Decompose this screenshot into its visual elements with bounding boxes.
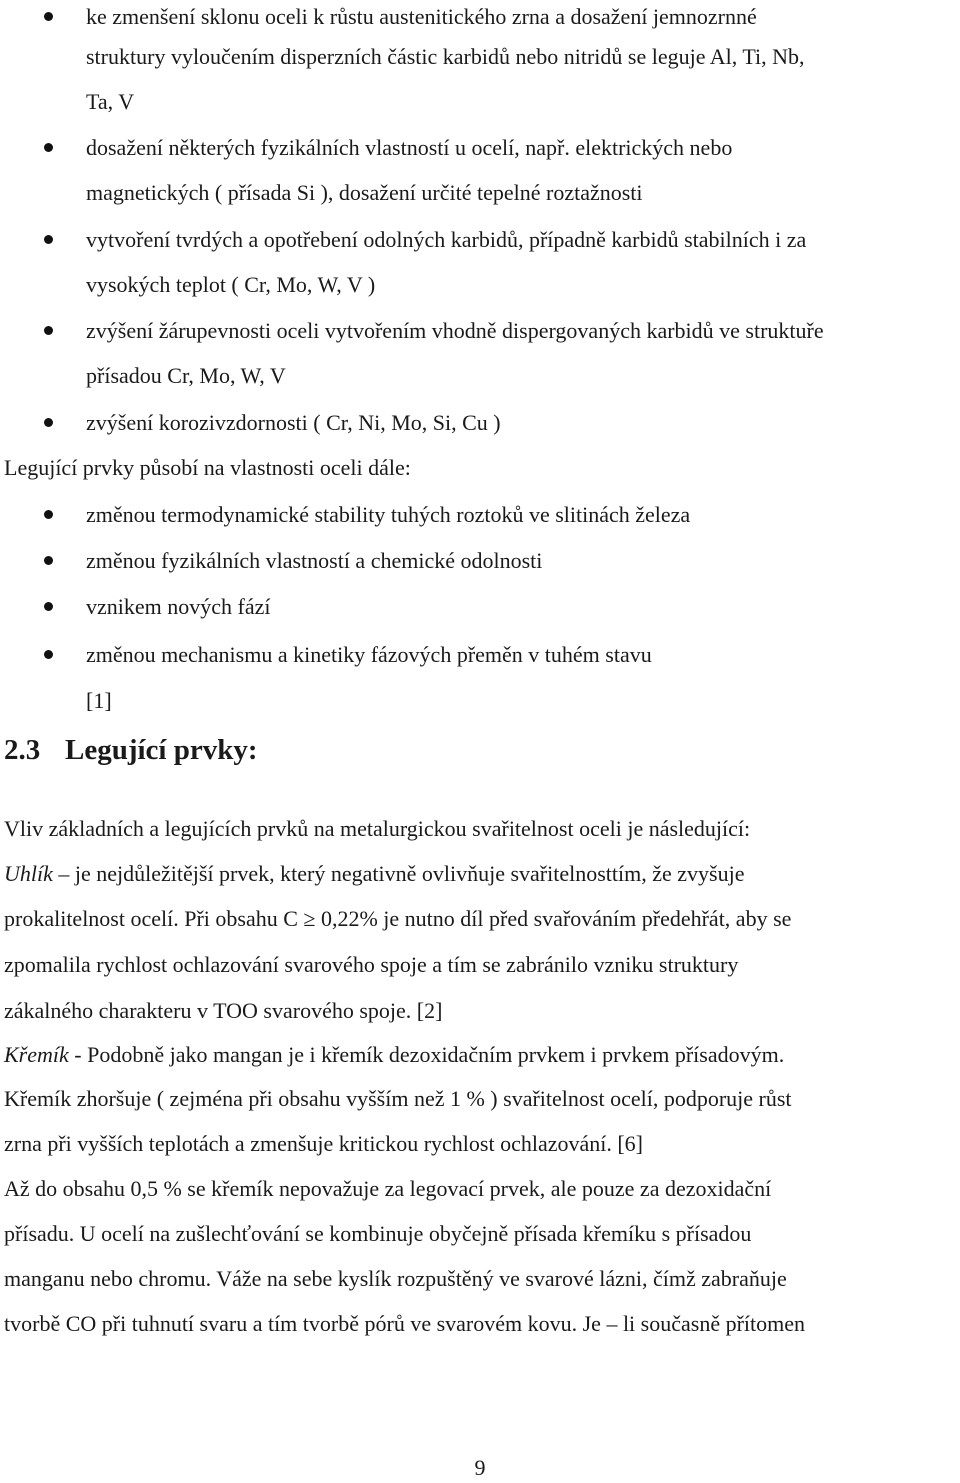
bullet-icon bbox=[44, 235, 53, 244]
term-uhlik: Uhlík bbox=[4, 861, 53, 886]
bullet-icon bbox=[44, 418, 53, 427]
bullet-icon bbox=[44, 326, 53, 335]
bullet-icon bbox=[44, 602, 53, 611]
bullet-icon bbox=[44, 650, 53, 659]
bullet-icon bbox=[44, 12, 53, 21]
bullet-icon bbox=[44, 143, 53, 152]
bullet-icon bbox=[44, 556, 53, 565]
term-kremik: Křemík bbox=[4, 1042, 69, 1067]
page-number: 9 bbox=[474, 1455, 486, 1480]
section-number: 2.3 bbox=[4, 734, 41, 766]
section-title: Legující prvky: bbox=[65, 734, 258, 766]
bullet-icon bbox=[44, 510, 53, 519]
section-heading bbox=[4, 730, 258, 770]
